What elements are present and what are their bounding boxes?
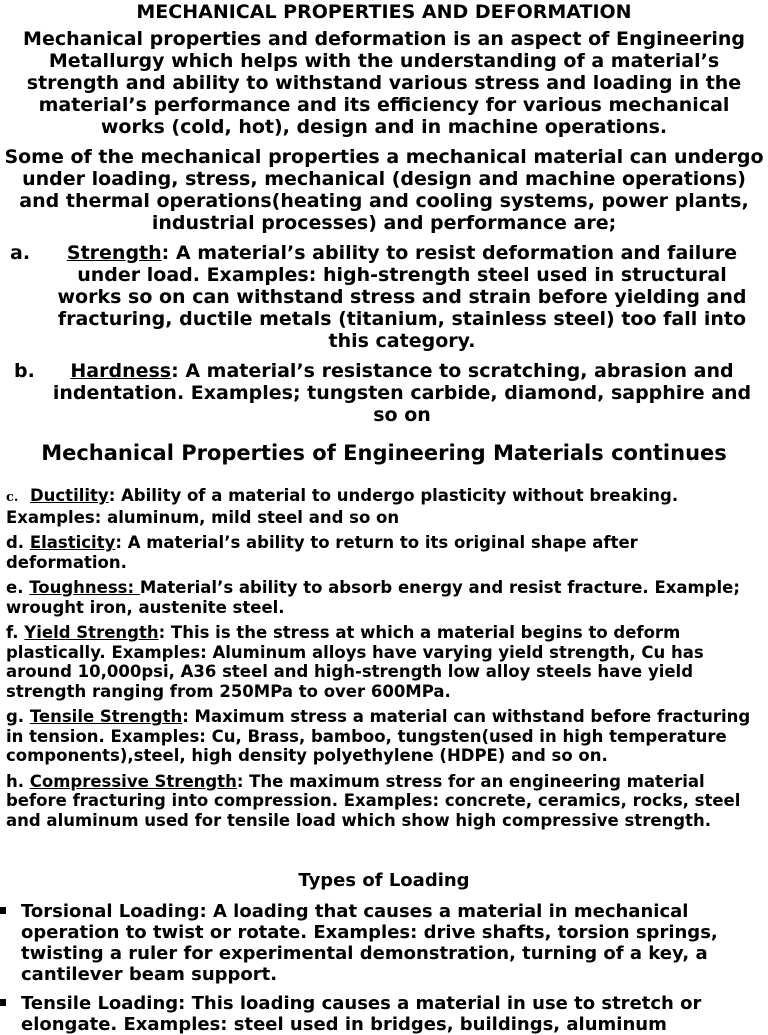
item-marker: g. (6, 707, 25, 726)
slide-types-of-loading (0, 865, 768, 1035)
property-item-elasticity (6, 533, 758, 572)
item-marker: c. (6, 490, 19, 505)
property-description: : The maximum stress for an engineering material before fracturing into compression. Examples: concrete, ceramics, rocks, steel and aluminum used for tensile load which show high compressive strength. (6, 771, 741, 830)
loading-types-list (0, 901, 768, 1035)
property-term: Tensile Strength (29, 707, 183, 726)
page-title: MECHANICAL PROPERTIES AND DEFORMATION (136, 1, 632, 23)
square-bullet-icon (0, 999, 6, 1006)
property-description: : Maximum stress a material can withstand before fracturing in tension. Examples: Cu, Brass, bamboo, tungsten(used in high temperature components),steel, high density polyethylene (HDPE) and so on. (6, 707, 751, 765)
item-marker: f. (6, 623, 19, 642)
slide-mechanical-properties-intro (0, 0, 768, 437)
property-description: : Ability of a material to undergo plasticity without breaking. Examples: aluminum, mild steel and so on (6, 486, 679, 527)
square-bullet-icon (0, 907, 6, 914)
slide-heading: Mechanical Properties of Engineering Materials continues (41, 441, 727, 465)
property-description: Material’s ability to absorb energy and resist fracture. Example; wrought iron, austenite steel. (6, 578, 740, 617)
property-term: Yield Strength (24, 623, 159, 642)
property-term: Toughness: (29, 578, 140, 597)
properties-intro-paragraph: Some of the mechanical properties a mechanical material can undergo under loading, stress, mechanical (design and machine operations) and thermal operations(heating and cooling systems, power plants, industrial processes) and performance are; (4, 146, 764, 234)
property-term: Elasticity (29, 533, 116, 552)
property-item-compressive-strength (6, 772, 758, 831)
list-item-text: Torsional Loading: A loading that causes a material in mechanical operation to twist or rotate. Examples: drive shafts, torsion springs, twisting a ruler for experimental demonstration, turning of a key, a cantilever beam support. (21, 901, 718, 985)
property-description: : A material’s resistance to scratching, abrasion and indentation. Examples; tungsten carbide, diamond, sapphire and so on (52, 360, 752, 426)
property-description: : A material’s ability to return to its original shape after deformation. (6, 533, 638, 572)
item-marker: b. (14, 360, 35, 382)
property-item-ductility (6, 486, 758, 527)
property-term: Strength (66, 242, 162, 264)
property-item-yield-strength (6, 623, 758, 701)
list-item-tensile-loading (0, 993, 752, 1035)
property-description: : This is the stress at which a material begins to deform plastically. Examples: Aluminum alloys have varying yield strength, Cu has around 10,000psi, A36 steel and high-strength low alloy steels have yield strength ranging from 250MPa to over 600MPa. (6, 623, 704, 701)
property-term: Hardness (70, 360, 172, 382)
item-marker: d. (6, 533, 25, 552)
property-item-toughness (6, 578, 758, 617)
slide-mechanical-properties-continued (0, 437, 768, 865)
list-item-torsional-loading (0, 901, 752, 985)
property-term: Ductility (29, 486, 109, 505)
list-item-text: Tensile Loading: This loading causes a material in use to stretch or elongate. Examples: steel used in bridges, buildings, aluminum (21, 993, 702, 1035)
property-description: : A material’s ability to resist deformation and failure under load. Examples: high-strength steel used in structural works so on can withstand stress and strain before yielding and fracturing, ductile metals (titanium, stainless steel) too fall into this category. (57, 242, 747, 352)
property-item-tensile-strength (6, 707, 758, 766)
intro-paragraph: Mechanical properties and deformation is an aspect of Engineering Metallurgy which helps with the understanding of a material’s strength and ability to withstand various stress and loading in the material’s performance and its efficiency for various mechanical works (cold, hot), design and in machine operations. (23, 28, 745, 138)
slide-heading: Types of Loading (298, 870, 470, 891)
property-term: Compressive Strength (29, 771, 237, 791)
property-item-hardness (14, 360, 754, 426)
item-marker: h. (6, 771, 25, 791)
property-item-strength (10, 242, 754, 352)
item-marker: e. (6, 578, 24, 597)
item-marker: a. (10, 242, 31, 264)
